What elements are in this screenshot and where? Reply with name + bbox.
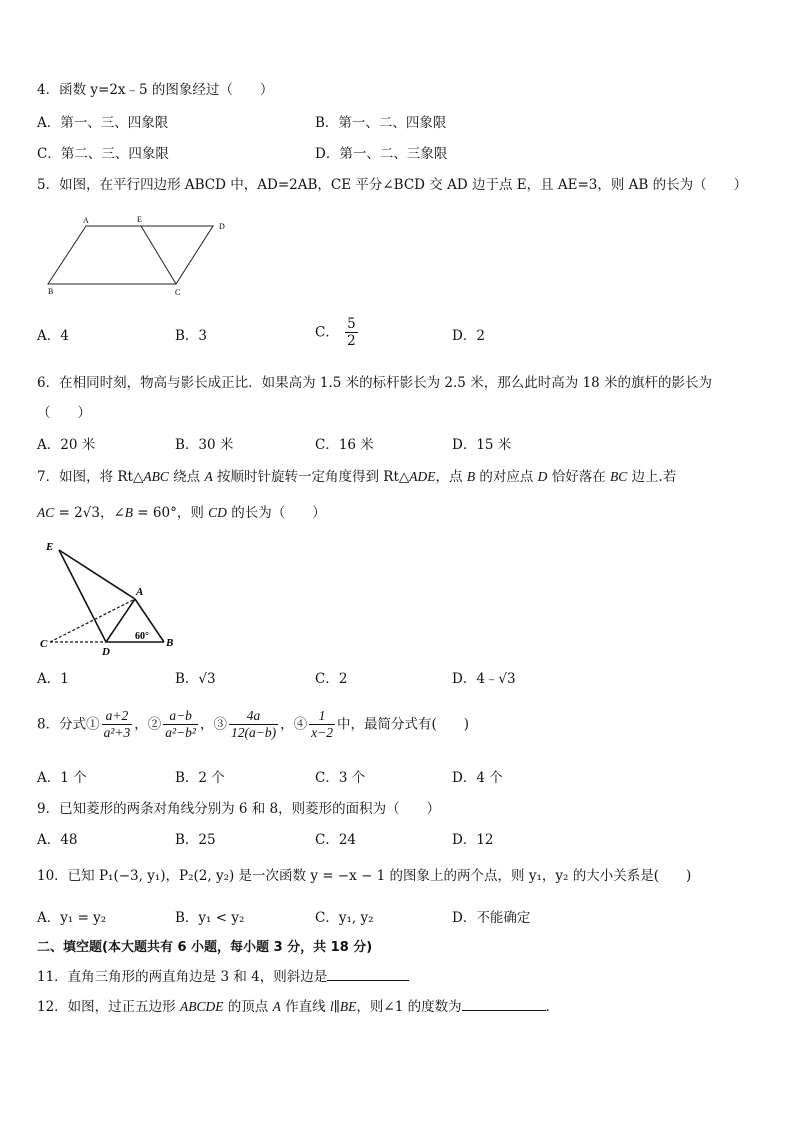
q8-option-a: A．1 个 [37, 770, 87, 786]
q7-ac: AC [37, 505, 55, 520]
q8-option-b: B．2 个 [175, 770, 225, 786]
q7-rotation-figure [38, 538, 188, 660]
q5-stem: 5．如图，在平行四边形 ABCD 中，AD=2AB，CE 平分∠BCD 交 AD 边于点 E，且 AE=3，则 AB 的长为（ ） [37, 177, 748, 193]
q7-stem-point-b: B [466, 469, 476, 484]
q12-stem-text: 的顶点 [223, 999, 273, 1015]
q8-tail: 中，最简分式有( ) [336, 716, 469, 733]
q5-label-b: B [48, 287, 54, 296]
q5-parallelogram-figure [38, 208, 238, 300]
q8-separator: ，② [134, 716, 162, 733]
q10-stem: 10．已知 P₁(−3, y₁)，P₂(2, y₂) 是一次函数 y = −x − 1 的图象上的两个点，则 y₁，y₂ 的大小关系是( ) [37, 868, 692, 884]
q6-option-c: C．16 米 [315, 437, 374, 453]
q7-then: ，则 [176, 505, 209, 521]
q6-option-d: D．15 米 [452, 437, 512, 453]
q7-stem-abc: ABC [143, 469, 169, 484]
q6-stem: 6．在相同时刻，物高与影长成正比．如果高为 1.5 米的标杆影长为 2.5 米，那么此时高为 18 米的旗杆的影长为 [37, 375, 712, 391]
q10-option-d: D．不能确定 [452, 910, 531, 926]
q5-option-b: B．3 [175, 328, 208, 344]
q5-option-c [315, 316, 360, 349]
q8-fraction-2-numerator: a−b [169, 708, 192, 723]
q8-fraction-1-denominator: a²+3 [103, 725, 131, 740]
q8-fraction-2-denominator: a²−b² [165, 725, 196, 740]
q7-angle-b: B [124, 505, 134, 520]
q12-answer-blank[interactable] [462, 996, 546, 1011]
q7-stem [37, 467, 676, 487]
q7-stem-point-a: A [204, 469, 213, 484]
q7-stem-bc: BC [610, 469, 628, 484]
q5-option-d: D．2 [452, 328, 485, 344]
q8-fraction-3-denominator: 12(a−b) [230, 725, 277, 740]
q4-option-d: D．第一、二、三象限 [315, 146, 448, 162]
q7-label-c: C [40, 638, 48, 650]
q12-stem-text: ，则∠1 的度数为 [356, 999, 462, 1015]
q8-stem [37, 708, 469, 741]
q5-label-e: E [137, 215, 142, 224]
q7-segment-ed [59, 550, 106, 642]
q10-option-a: A．y₁ = y₂ [37, 910, 107, 926]
q7-segment-ea [59, 550, 135, 599]
q5-option-c-fraction [345, 316, 358, 349]
q5-segment-ce [141, 226, 176, 284]
q12-stem-text: 12．如图，过正五边形 [37, 999, 180, 1015]
q7-label-b: B [166, 637, 174, 649]
q4-option-b: B．第一、二、四象限 [315, 115, 447, 131]
q4-stem: 4．函数 y=2x﹣5 的图象经过（ ） [37, 82, 274, 98]
q8-option-c: C．3 个 [315, 770, 366, 786]
q7-label-a: A [136, 586, 144, 598]
q5-label-a: A [83, 216, 89, 225]
q8-fraction-1 [102, 708, 133, 741]
q5-option-c-numerator: 5 [347, 316, 356, 332]
q8-fraction-4-numerator: 1 [318, 708, 326, 723]
q7-stem-line2 [37, 503, 326, 523]
q4-option-a: A．第一、三、四象限 [37, 115, 169, 131]
q8-fraction-2 [163, 708, 198, 741]
q8-fraction-4 [309, 708, 335, 741]
q7-label-d: D [102, 646, 110, 658]
q7-angle-sign: ，∠ [99, 505, 125, 521]
q8-separator: ，④ [280, 716, 308, 733]
q8-option-d: D．4 个 [452, 770, 503, 786]
q7-ask: 的长为（ ） [226, 505, 326, 521]
q6-option-a: A．20 米 [37, 437, 96, 453]
q7-option-c: C．2 [315, 671, 348, 687]
q9-option-b: B．25 [175, 832, 216, 848]
q4-option-c: C．第二、三、四象限 [37, 146, 169, 162]
q7-stem-text: ，点 [435, 469, 467, 485]
q8-separator: ，③ [199, 716, 227, 733]
q12-pentagon: ABCDE [179, 999, 224, 1014]
q10-option-b: B．y₁ < y₂ [175, 910, 245, 926]
q7-label-e: E [46, 541, 54, 553]
q7-stem-point-d: D [537, 469, 548, 484]
q10-option-c: C．y₁, y₂ [315, 910, 374, 926]
q7-option-a: A．1 [37, 671, 69, 687]
q8-fraction-4-denominator: x−2 [311, 725, 333, 740]
q9-option-d: D．12 [452, 832, 494, 848]
q12-line-l: l∥BE [329, 999, 357, 1014]
q12-stem-text: 作直线 [280, 999, 330, 1015]
q7-stem-text: 的对应点 [475, 469, 538, 485]
q9-stem: 9．已知菱形的两条对角线分别为 6 和 8，则菱形的面积为（ ） [37, 801, 441, 817]
q7-angle-value: = 60° [133, 505, 177, 521]
section-fill-in-heading: 二、填空题(本大题共有 6 小题，每小题 3 分，共 18 分) [37, 940, 373, 955]
q8-fraction-3-numerator: 4a [246, 708, 261, 723]
q5-option-c-denominator: 2 [347, 333, 356, 349]
q5-option-a: A．4 [37, 328, 69, 344]
q8-lead: 8．分式① [37, 716, 100, 733]
q8-fraction-1-numerator: a+2 [105, 708, 129, 723]
q12-period: ． [545, 999, 560, 1015]
q7-option-b: B．√3 [175, 671, 216, 687]
q7-stem-text: 恰好落在 [547, 469, 610, 485]
q11-answer-blank[interactable] [327, 966, 409, 981]
q7-cd: CD [208, 505, 227, 520]
q6-option-b: B．30 米 [175, 437, 234, 453]
q9-option-c: C．24 [315, 832, 357, 848]
q7-ac-value: = 2√3 [54, 505, 100, 521]
q7-dashed-ca [50, 599, 135, 642]
q12-vertex-a: A [272, 999, 281, 1014]
q7-stem-text: 按顺时针旋转一定角度得到 Rt△ [212, 469, 410, 485]
q9-option-a: A．48 [37, 832, 78, 848]
q11-line [37, 966, 409, 987]
q7-stem-text: 绕点 [168, 469, 205, 485]
q7-stem-ade: ADE [409, 469, 436, 484]
q7-label-angle: 60° [135, 631, 149, 642]
q11-stem: 11．直角三角形的两直角边是 3 和 4，则斜边是 [37, 969, 328, 985]
q7-option-d: D．4﹣√3 [452, 671, 516, 687]
q5-parallelogram-abcd [48, 226, 213, 284]
q7-stem-text: 7．如图，将 Rt△ [37, 469, 144, 485]
q5-option-c-label: C． [315, 324, 339, 341]
q5-label-c: C [175, 288, 181, 297]
q5-label-d: D [219, 222, 225, 231]
q12-line [37, 996, 559, 1017]
q8-fraction-3 [229, 708, 278, 741]
q7-stem-text: 边上.若 [627, 469, 677, 485]
q6-stem-paren: （ ） [37, 405, 91, 421]
q7-segment-da [106, 599, 135, 642]
